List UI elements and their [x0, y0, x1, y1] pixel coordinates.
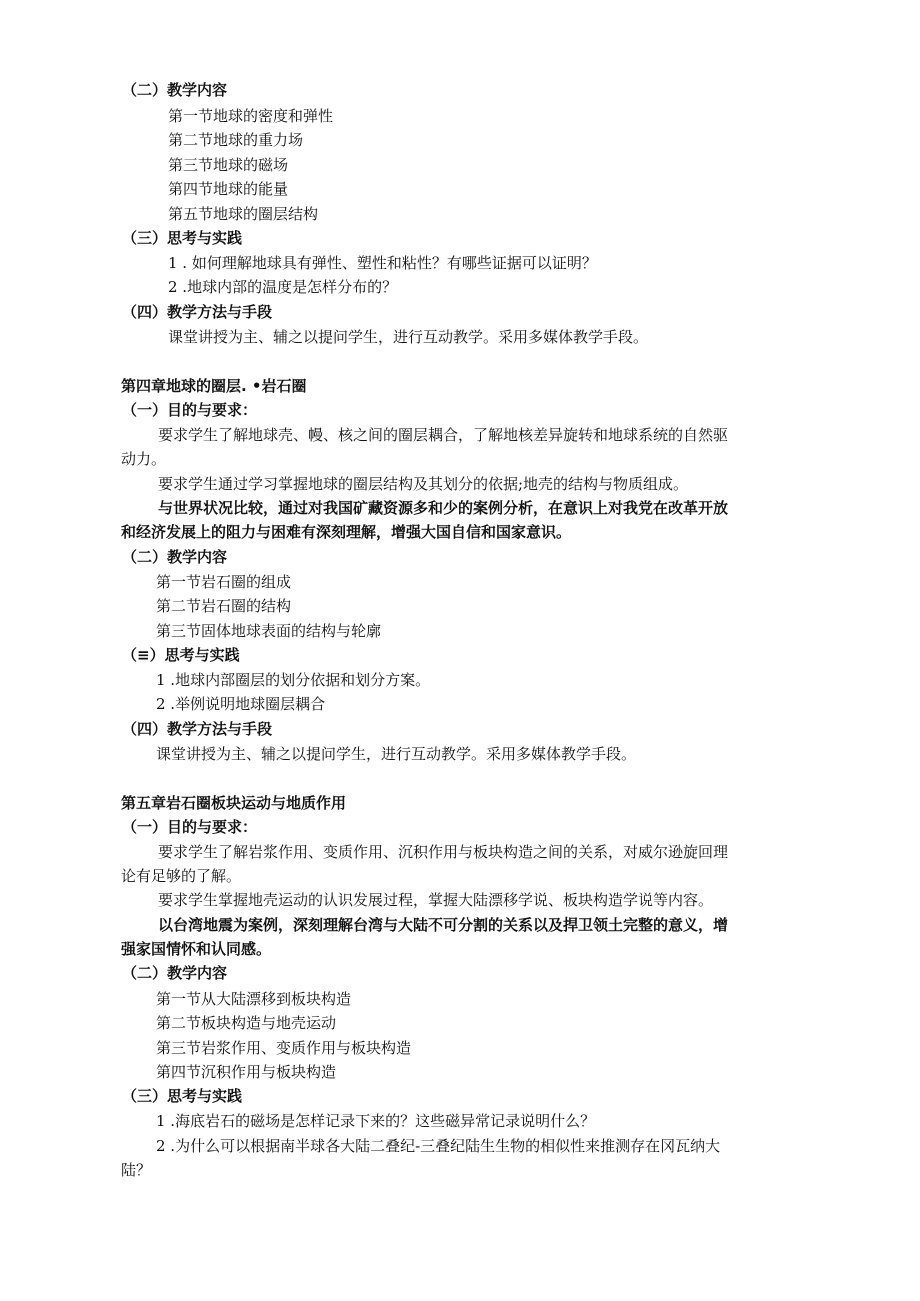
ch5-section-4: 第四节沉积作用与板块构造 — [156, 1063, 337, 1081]
ch5-goal-p2: 要求学生掌握地壳运动的认识发展过程，掌握大陆漂移学说、板块构造学说等内容。 — [158, 891, 714, 909]
ch4-section-3: 第三节固体地球表面的结构与轮廓 — [156, 622, 382, 640]
ch5-goal-p1-line1: 要求学生了解岩浆作用、变质作用、沉积作用与板块构造之间的关系，对威尔逊旋回理 — [158, 843, 729, 861]
ch5-section-3: 第三节岩浆作用、变质作用与板块构造 — [156, 1039, 412, 1057]
ch5-content-heading: （二）教学内容 — [122, 964, 228, 982]
s3-method-text: 课堂讲授为主、辅之以提问学生，进行互动教学。采用多媒体教学手段。 — [168, 328, 649, 346]
s3-section-5: 第五节地球的圈层结构 — [168, 205, 319, 223]
s3-section-3: 第三节地球的磁场 — [168, 156, 289, 174]
ch4-goal-p2: 要求学生通过学习掌握地球的圈层结构及其划分的依据;地壳的结构与物质组成。 — [158, 475, 689, 493]
s3-method-heading: （四）教学方法与手段 — [122, 303, 273, 321]
ch4-method-text: 课堂讲授为主、辅之以提问学生，进行互动教学。采用多媒体教学手段。 — [156, 745, 637, 763]
s3-practice-2: 2 .地球内部的温度是怎样分布的？ — [168, 278, 398, 296]
ch4-goal-heading: （一）目的与要求： — [122, 401, 258, 419]
s3-practice-heading: （三）思考与实践 — [122, 229, 243, 247]
ch4-goal-p1-line1: 要求学生了解地球壳、幔、核之间的圈层耦合，了解地核差异旋转和地球系统的自然驱 — [158, 426, 729, 444]
ch4-goal-p3-line1: 与世界状况比较，通过对我国矿藏资源多和少的案例分析，在意识上对我党在改革开放 — [158, 499, 729, 517]
ch5-goal-heading: （一）目的与要求： — [122, 818, 258, 836]
s3-practice-1: 1 . 如何理解地球具有弹性、塑性和粘性？有哪些证据可以证明？ — [168, 254, 597, 272]
ch4-practice-2: 2 .举例说明地球圈层耦合 — [156, 695, 326, 713]
ch5-goal-p3-line2: 强家国情怀和认同感。 — [121, 940, 272, 958]
ch4-method-heading: （四）教学方法与手段 — [122, 720, 273, 738]
s3-section-4: 第四节地球的能量 — [168, 180, 289, 198]
ch4-title: 第四章地球的圈层. •岩石圈 — [121, 377, 307, 395]
s3-content-heading: （二）教学内容 — [122, 81, 228, 99]
ch5-section-1: 第一节从大陆漂移到板块构造 — [156, 990, 352, 1008]
ch4-practice-heading: （≡）思考与实践 — [122, 646, 240, 664]
ch5-practice-1: 1 .海底岩石的磁场是怎样记录下来的？这些磁异常记录说明什么？ — [156, 1112, 596, 1130]
s3-section-2: 第二节地球的重力场 — [168, 131, 304, 149]
ch4-content-heading: （二）教学内容 — [122, 548, 228, 566]
ch5-goal-p3-line1: 以台湾地震为案例，深刻理解台湾与大陆不可分割的关系以及捍卫领土完整的意义，增 — [158, 916, 729, 934]
ch5-goal-p1-line2: 论有足够的了解。 — [121, 867, 242, 885]
ch4-goal-p3-line2: 和经济发展上的阻力与困难有深刻理解，增强大国自信和国家意识。 — [121, 523, 572, 541]
ch4-goal-p1-line2: 动力。 — [121, 450, 167, 468]
ch5-practice-heading: （三）思考与实践 — [122, 1087, 243, 1105]
ch4-section-1: 第一节岩石圈的组成 — [156, 573, 292, 591]
s3-section-1: 第一节地球的密度和弹性 — [168, 107, 334, 125]
ch5-title: 第五章岩石圈板块运动与地质作用 — [121, 794, 347, 812]
ch5-practice-2: 2 .为什么可以根据南半球各大陆二叠纪-三叠纪陆生生物的相似性来推测存在冈瓦纳大 — [156, 1137, 721, 1155]
ch4-practice-1: 1 .地球内部圈层的划分依据和划分方案。 — [156, 671, 431, 689]
ch5-section-2: 第二节板块构造与地壳运动 — [156, 1014, 337, 1032]
ch4-section-2: 第二节岩石圈的结构 — [156, 597, 292, 615]
ch5-practice-2-continuation: 陆？ — [121, 1161, 152, 1179]
